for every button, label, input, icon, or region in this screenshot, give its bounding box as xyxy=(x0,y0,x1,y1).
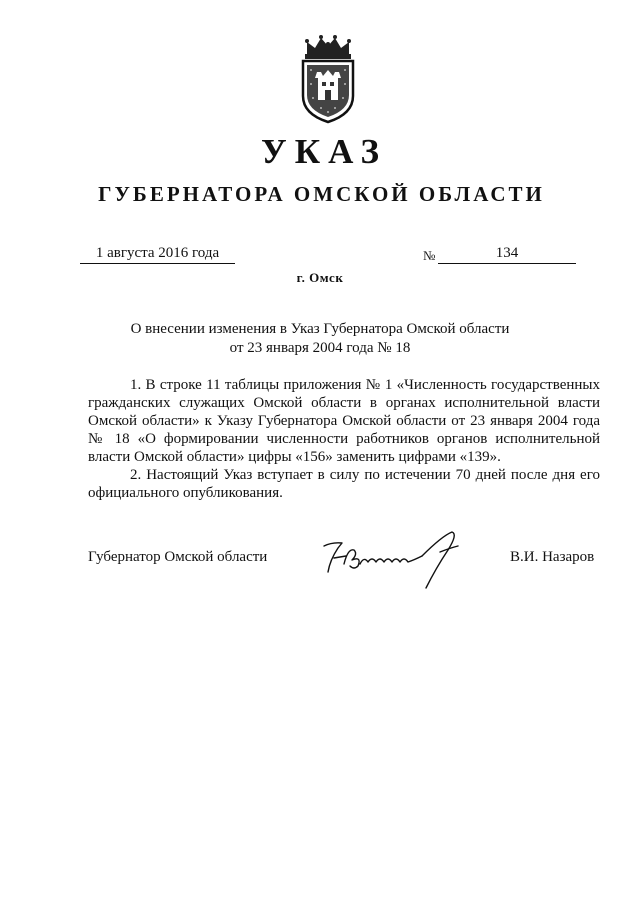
document-city: г. Омск xyxy=(296,270,344,285)
document-number: 134 xyxy=(438,244,576,264)
document-number-field xyxy=(423,244,576,264)
number-sign: № xyxy=(423,248,436,263)
paragraph-2: 2. Настоящий Указ вступает в силу по истечении 70 дней после дня его официального опубликования. xyxy=(88,467,600,501)
signer-name: В.И. Назаров xyxy=(510,549,595,565)
document-date: 1 августа 2016 года xyxy=(80,244,235,264)
heading-line-2: от 23 января 2004 года № 18 xyxy=(229,340,411,356)
document-heading xyxy=(60,320,580,358)
paragraph-1: 1. В строке 11 таблицы приложения № 1 «Численность государственных гражданских служащих Омской области в органах исполнительной власти Омской области» к Указу Губернатора Омской области от 23 января 2004 года № 18 «О формировании численности работников органов исполнительной власти Омской области» цифры «156» заменить цифрами «139». xyxy=(88,377,600,465)
heading-line-1: О внесении изменения в Указ Губернатора Омской области xyxy=(130,321,510,337)
signature-image xyxy=(318,526,468,590)
signer-role: Губернатор Омской области xyxy=(88,549,268,565)
document-title: УКАЗ xyxy=(261,132,387,171)
coat-of-arms-icon xyxy=(293,34,363,126)
document-body xyxy=(88,376,600,502)
document-subtitle: ГУБЕРНАТОРА ОМСКОЙ ОБЛАСТИ xyxy=(98,182,545,206)
